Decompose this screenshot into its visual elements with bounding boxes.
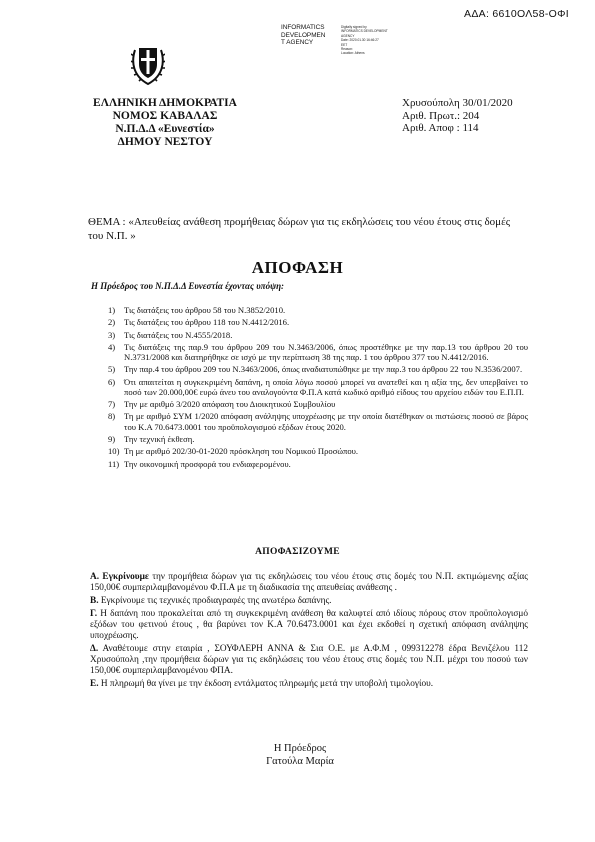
- list-item-text: Ότι απαιτείται η συγκεκριμένη δαπάνη, η οποία λόγω ποσού μπορεί να ανατεθεί και η αξία της, δεν υπερβαίνει το ποσό των 20.000,00€ ευρώ άνευ του αναλογούντα Φ.Π.Α κατά κωδικό αριθμό είδους του αρχείου ειδών του Ε.Π.Π.: [124, 376, 528, 397]
- signature-block: [200, 742, 400, 768]
- paragraph-lead: Ε.: [90, 679, 99, 689]
- list-item-text: Τις διατάξεις του άρθρου 58 του Ν.3852/2010.: [124, 305, 286, 315]
- list-item: [108, 411, 528, 431]
- stamp-line: T AGENCY: [281, 39, 314, 47]
- list-item-text: Τις διατάξεις του άρθρου 118 του Ν.4412/2016.: [124, 317, 290, 328]
- paragraph-lead: Δ.: [90, 644, 99, 654]
- list-item: [108, 330, 528, 340]
- considerations-list: [108, 305, 528, 471]
- list-item-number: 2): [108, 317, 116, 328]
- list-item: [108, 377, 528, 397]
- stamp-detail-line: AGENCY: [341, 33, 355, 38]
- list-item-text: Τη με αριθμό ΣΥΜ 1/2020 απόφαση ανάληψης υποχρέωσης με την οποία διατέθηκαν οι πιστώσεις ποσού σε βάρος του Κ.Α 70.6473.0001 του προϋπολογισμού εξόδων έτους 2020.: [124, 411, 528, 432]
- list-item: [108, 305, 528, 315]
- stamp-detail-line: Date: 2020.01.30 16:46:27: [341, 38, 379, 43]
- paragraph-text: Η δαπάνη που προκαλείται από τη συγκεκριμένη ανάθεση θα καλυφτεί από ιδίους πόρους στον προϋπολογισμό εξόδων του φετινού έτους , θα βαρύνει τον Κ.Α 70.6473.0001 και έχει εκδοθεί η σχετική απόφαση ανάληψης υποχρέωσης.: [90, 609, 528, 641]
- stamp-detail-line: INFORMATICS DEVELOPMENT: [341, 29, 388, 34]
- decision-paragraph-b: [90, 596, 528, 607]
- issuer-entity: Ν.Π.Δ.Δ «Ευνεστία»: [115, 123, 215, 135]
- list-item-number: 3): [108, 329, 116, 340]
- stamp-line: INFORMATICS: [281, 24, 325, 31]
- digital-signature-stamp: [281, 24, 325, 47]
- list-item-text: Την παρ.4 του άρθρου 209 του Ν.3463/2006, όπως αναδιατυπώθηκε με την παρ.3 του άρθρου 22 του Ν.3536/2007.: [124, 364, 523, 375]
- signatory-role: Η Πρόεδρος: [273, 743, 327, 754]
- list-item-number: 8): [108, 411, 116, 422]
- document-title: ΑΠΟΦΑΣΗ: [251, 258, 344, 277]
- stamp-detail-line: Reason:: [341, 47, 353, 52]
- list-item-text: Τις διατάξεις της παρ.9 του άρθρου 209 του Ν.3463/2006, όπως προστέθηκε με την παρ.13 του άρθρου 20 του Ν.3731/2008 και διατηρήθηκε σε ισχύ με την περίπτωση 38 της παρ. 1 του άρθρου 377 του Ν.4412/2016.: [124, 341, 528, 363]
- stamp-detail-line: EET: [341, 42, 348, 47]
- paragraph-text: Αναθέτουμε στην εταιρία , ΣΟΥΦΛΕΡΗ ΑΝΝΑ & Σια Ο.Ε. με Α.Φ.Μ , 099312278 έδρα Βενιζέλου 112 Χρυσούπολη ,την προμήθεια δώρων για τις εκδηλώσεις του νέου έτους στις δομές του Ν.Π. μέχρι του ποσού των 150,00€ συμπεριλαμβανομένου ΦΠΑ.: [90, 644, 528, 676]
- list-item-text: Την τεχνική έκθεση.: [124, 433, 195, 444]
- list-item-text: Την με αριθμό 3/2020 απόφαση του Διοικητικού Συμβουλίου: [124, 399, 336, 410]
- stamp-line: DEVELOPMEN: [281, 31, 326, 39]
- paragraph-lead: Β.: [90, 596, 99, 606]
- paragraph-text: την προμήθεια δώρων για τις εκδηλώσεις του νέου έτους στις δομές του Ν.Π. εκτιμώμενης αξίας 150,00€ συμπεριλαμβανομένου Φ.Π.Α με τη διαδικασία της απευθείας ανάθεσης .: [90, 572, 528, 593]
- protocol-number: Αριθ. Πρωτ.: 204: [402, 109, 480, 122]
- issuer-prefecture: ΝΟΜΟΣ ΚΑΒΑΛΑΣ: [112, 110, 218, 122]
- list-item-number: 7): [108, 399, 116, 410]
- issuer-municipality: ΔΗΜΟΥ ΝΕΣΤΟΥ: [117, 136, 213, 148]
- ada-code: ΑΔΑ: 6610ΟΛ58-ΟΦΙ: [464, 8, 569, 20]
- list-item-number: 4): [108, 341, 116, 352]
- issuer-header: [80, 97, 250, 149]
- considerations-intro: Η Πρόεδρος του Ν.Π.Δ.Δ Ευνεστία έχοντας υπόψη:: [91, 281, 285, 291]
- list-item-text: Τις διατάξεις του Ν.4555/2018.: [124, 329, 233, 340]
- decision-paragraphs: [90, 572, 528, 692]
- digital-signature-details: [341, 25, 388, 56]
- decision-paragraph-a: [90, 572, 528, 594]
- list-item-text: Την οικονομική προσφορά του ενδιαφερομένου.: [124, 458, 291, 469]
- document-date: Χρυσούπολη 30/01/2020: [402, 97, 513, 109]
- list-item: [108, 446, 528, 456]
- decision-paragraph-d: [90, 644, 528, 677]
- list-item-text: Τη με αριθμό 202/30-01-2020 πρόσκληση του Νομικού Προσώπου.: [124, 446, 359, 457]
- stamp-detail-line: Location: Athens: [341, 51, 365, 56]
- decision-paragraph-g: [90, 609, 528, 642]
- paragraph-text: Εγκρίνουμε τις τεχνικές προδιαγραφές της ανωτέρω δαπάνης.: [98, 596, 332, 606]
- list-item: [108, 399, 528, 409]
- paragraph-lead: Γ.: [90, 609, 98, 619]
- signatory-name: Γατούλα Μαρία: [266, 756, 334, 767]
- list-item: [108, 459, 528, 469]
- list-item-number: 6): [108, 376, 116, 387]
- list-item: [108, 317, 528, 327]
- list-item: [108, 342, 528, 362]
- greek-coat-of-arms-icon: [131, 42, 165, 91]
- document-reference: [402, 97, 513, 135]
- list-item-number: 5): [108, 364, 116, 375]
- decision-number: Αριθ. Αποφ : 114: [402, 122, 479, 134]
- paragraph-text: Η πληρωμή θα γίνει με την έκδοση εντάλματος πληρωμής μετά την υποβολή τιμολογίου.: [98, 679, 434, 689]
- list-item: [108, 364, 528, 374]
- list-item-number: 10): [108, 446, 120, 457]
- issuer-country: ΕΛΛΗΝΙΚΗ ΔΗΜΟΚΡΑΤΙΑ: [93, 97, 237, 109]
- paragraph-lead: Α. Εγκρίνουμε: [90, 572, 149, 582]
- decision-heading: ΑΠΟΦΑΣΙΖΟΥΜΕ: [255, 547, 340, 557]
- list-item-number: 11): [108, 458, 120, 469]
- stamp-detail-line: Digitally signed by: [341, 25, 367, 29]
- document-subject: ΘΕΜΑ : «Απευθείας ανάθεση προμήθειας δώρων για τις εκδηλώσεις του νέου έτους στις δομές του Ν.Π. »: [88, 216, 511, 242]
- list-item: [108, 434, 528, 444]
- list-item-number: 1): [108, 305, 116, 315]
- decision-paragraph-e: [90, 679, 528, 690]
- list-item-number: 9): [108, 433, 116, 444]
